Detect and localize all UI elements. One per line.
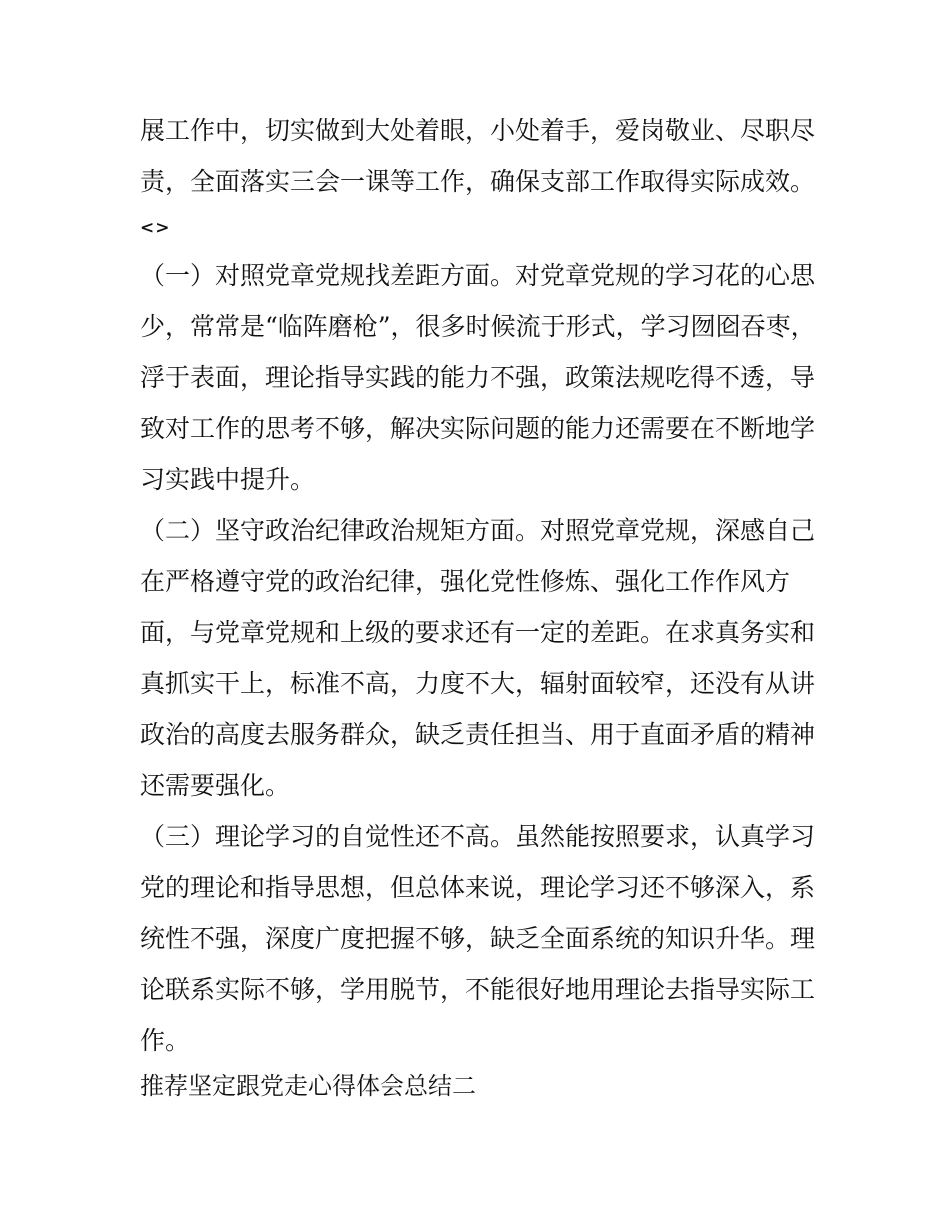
bracket-marker: <> xyxy=(140,218,171,238)
paragraph-line: 习实践中提升。 xyxy=(140,465,316,494)
paragraph-line: （三）理论学习的自觉性还不高。虽然能按照要求，认真学习 xyxy=(140,822,816,851)
paragraph-line: 党的理论和指导思想，但总体来说，理论学习还不够深入，系 xyxy=(140,873,816,902)
paragraph-line: 在严格遵守党的政治纪律，强化党性修炼、强化工作作风方 xyxy=(140,567,791,596)
paragraph-line: （一）对照党章党规找差距方面。对党章党规的学习花的心思 xyxy=(140,261,816,290)
intro-paragraph xyxy=(140,105,820,250)
paragraph-line: 展工作中，切实做到大处着眼，小处着手，爱岗敬业、尽职尽 xyxy=(140,116,816,145)
next-section-heading: 推荐坚定跟党走心得体会总结二 xyxy=(140,1072,476,1100)
paragraph-line: （二）坚守政治纪律政治规矩方面。对照党章党规，深感自己 xyxy=(140,516,816,545)
paragraph-line: 面，与党章党规和上级的要求还有一定的差距。在求真务实和 xyxy=(140,618,816,647)
paragraph-line: 统性不强，深度广度把握不够，缺乏全面系统的知识升华。理 xyxy=(140,924,816,953)
paragraph-line: 责，全面落实三会一课等工作，确保支部工作取得实际成效。 xyxy=(140,167,816,196)
paragraph-line: 论联系实际不够，学用脱节，不能很好地用理论去指导实际工 xyxy=(140,975,816,1004)
paragraph-line: 浮于表面，理论指导实践的能力不强，政策法规吃得不透，导 xyxy=(140,363,816,392)
paragraph-line: 作。 xyxy=(140,1026,191,1055)
paragraph-line: 致对工作的思考不够，解决实际问题的能力还需要在不断地学 xyxy=(140,414,816,443)
paragraph-line: 少，常常是“临阵磨枪”，很多时候流于形式，学习囫囵吞枣， xyxy=(140,312,816,341)
paragraph-line: 政治的高度去服务群众，缺乏责任担当、用于直面矛盾的精神 xyxy=(140,720,816,749)
paragraph-line: 真抓实干上，标准不高，力度不大，辐射面较窄，还没有从讲 xyxy=(140,669,816,698)
paragraph-line: 还需要强化。 xyxy=(140,771,291,800)
section-three-paragraph xyxy=(140,811,820,1066)
section-one-paragraph xyxy=(140,250,820,505)
document-body xyxy=(140,105,820,1066)
section-two-paragraph xyxy=(140,505,820,811)
